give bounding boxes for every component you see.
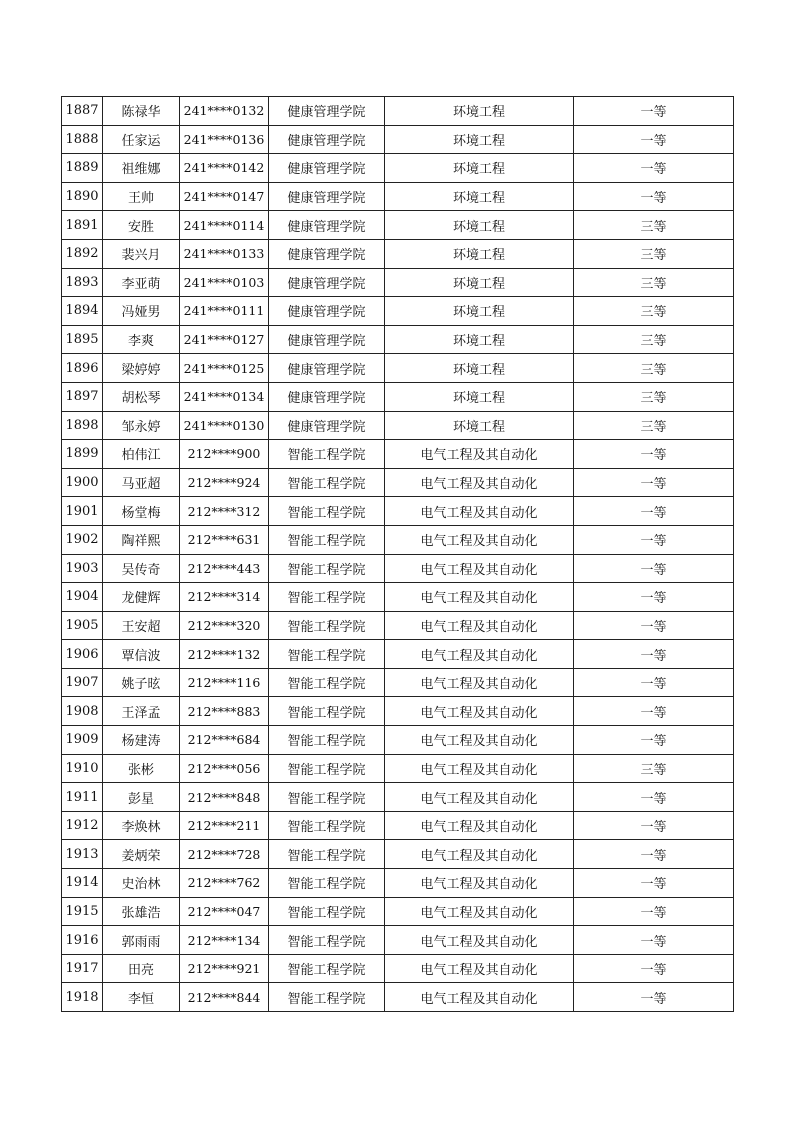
major-cell: 电气工程及其自动化 xyxy=(385,440,574,469)
name-cell: 史治林 xyxy=(103,869,180,898)
major-cell: 环境工程 xyxy=(385,354,574,383)
table-row xyxy=(62,182,734,211)
student-id-cell: 212****924 xyxy=(180,468,269,497)
major-cell: 环境工程 xyxy=(385,268,574,297)
student-id-cell: 241****0111 xyxy=(180,297,269,326)
name-cell: 李亚萌 xyxy=(103,268,180,297)
table-row xyxy=(62,611,734,640)
name-cell: 吴传奇 xyxy=(103,554,180,583)
award-grade-cell: 一等 xyxy=(574,926,734,955)
name-cell: 陶祥熙 xyxy=(103,525,180,554)
table-row xyxy=(62,783,734,812)
name-cell: 胡松琴 xyxy=(103,382,180,411)
college-cell: 健康管理学院 xyxy=(269,382,385,411)
name-cell: 冯娅男 xyxy=(103,297,180,326)
row-number-cell: 1898 xyxy=(62,411,103,440)
major-cell: 电气工程及其自动化 xyxy=(385,668,574,697)
award-grade-cell: 一等 xyxy=(574,611,734,640)
row-number-cell: 1895 xyxy=(62,325,103,354)
student-id-cell: 212****132 xyxy=(180,640,269,669)
table-row xyxy=(62,983,734,1012)
name-cell: 杨建涛 xyxy=(103,726,180,755)
student-id-cell: 241****0136 xyxy=(180,125,269,154)
major-cell: 环境工程 xyxy=(385,211,574,240)
name-cell: 龙健辉 xyxy=(103,583,180,612)
table-row xyxy=(62,468,734,497)
table-row xyxy=(62,697,734,726)
student-id-cell: 212****848 xyxy=(180,783,269,812)
name-cell: 柏伟江 xyxy=(103,440,180,469)
row-number-cell: 1900 xyxy=(62,468,103,497)
name-cell: 李爽 xyxy=(103,325,180,354)
award-grade-cell: 一等 xyxy=(574,554,734,583)
college-cell: 智能工程学院 xyxy=(269,954,385,983)
college-cell: 智能工程学院 xyxy=(269,840,385,869)
row-number-cell: 1910 xyxy=(62,754,103,783)
name-cell: 彭星 xyxy=(103,783,180,812)
table-row xyxy=(62,354,734,383)
award-grade-cell: 三等 xyxy=(574,268,734,297)
table-row xyxy=(62,297,734,326)
student-id-cell: 241****0133 xyxy=(180,239,269,268)
student-id-cell: 241****0132 xyxy=(180,97,269,126)
college-cell: 健康管理学院 xyxy=(269,411,385,440)
name-cell: 任家运 xyxy=(103,125,180,154)
award-grade-cell: 一等 xyxy=(574,726,734,755)
row-number-cell: 1890 xyxy=(62,182,103,211)
name-cell: 田亮 xyxy=(103,954,180,983)
major-cell: 电气工程及其自动化 xyxy=(385,897,574,926)
table-row xyxy=(62,440,734,469)
college-cell: 健康管理学院 xyxy=(269,211,385,240)
award-list-table xyxy=(61,96,734,1012)
award-grade-cell: 三等 xyxy=(574,754,734,783)
name-cell: 马亚超 xyxy=(103,468,180,497)
award-grade-cell: 三等 xyxy=(574,239,734,268)
row-number-cell: 1907 xyxy=(62,668,103,697)
name-cell: 杨堂梅 xyxy=(103,497,180,526)
award-grade-cell: 一等 xyxy=(574,440,734,469)
college-cell: 智能工程学院 xyxy=(269,811,385,840)
student-id-cell: 212****900 xyxy=(180,440,269,469)
row-number-cell: 1914 xyxy=(62,869,103,898)
award-grade-cell: 一等 xyxy=(574,125,734,154)
student-id-cell: 241****0130 xyxy=(180,411,269,440)
award-grade-cell: 三等 xyxy=(574,211,734,240)
award-grade-cell: 一等 xyxy=(574,954,734,983)
student-id-cell: 212****211 xyxy=(180,811,269,840)
college-cell: 智能工程学院 xyxy=(269,926,385,955)
table-row xyxy=(62,411,734,440)
major-cell: 电气工程及其自动化 xyxy=(385,726,574,755)
student-id-cell: 241****0103 xyxy=(180,268,269,297)
student-id-cell: 212****728 xyxy=(180,840,269,869)
major-cell: 电气工程及其自动化 xyxy=(385,611,574,640)
award-grade-cell: 三等 xyxy=(574,354,734,383)
student-id-cell: 241****0134 xyxy=(180,382,269,411)
table-row xyxy=(62,154,734,183)
college-cell: 健康管理学院 xyxy=(269,154,385,183)
college-cell: 智能工程学院 xyxy=(269,583,385,612)
award-grade-cell: 三等 xyxy=(574,382,734,411)
row-number-cell: 1904 xyxy=(62,583,103,612)
major-cell: 环境工程 xyxy=(385,382,574,411)
award-grade-cell: 一等 xyxy=(574,869,734,898)
student-id-cell: 212****116 xyxy=(180,668,269,697)
table-row xyxy=(62,97,734,126)
award-grade-cell: 一等 xyxy=(574,897,734,926)
row-number-cell: 1902 xyxy=(62,525,103,554)
college-cell: 健康管理学院 xyxy=(269,182,385,211)
table-row xyxy=(62,239,734,268)
row-number-cell: 1897 xyxy=(62,382,103,411)
table-row xyxy=(62,869,734,898)
college-cell: 健康管理学院 xyxy=(269,125,385,154)
name-cell: 李恒 xyxy=(103,983,180,1012)
student-id-cell: 212****320 xyxy=(180,611,269,640)
name-cell: 安胜 xyxy=(103,211,180,240)
student-id-cell: 241****0147 xyxy=(180,182,269,211)
table-row xyxy=(62,726,734,755)
row-number-cell: 1901 xyxy=(62,497,103,526)
award-grade-cell: 一等 xyxy=(574,154,734,183)
award-grade-cell: 一等 xyxy=(574,97,734,126)
table-row xyxy=(62,668,734,697)
student-id-cell: 241****0114 xyxy=(180,211,269,240)
table-row xyxy=(62,583,734,612)
major-cell: 电气工程及其自动化 xyxy=(385,754,574,783)
table-row xyxy=(62,211,734,240)
major-cell: 电气工程及其自动化 xyxy=(385,811,574,840)
student-id-cell: 212****312 xyxy=(180,497,269,526)
name-cell: 王安超 xyxy=(103,611,180,640)
row-number-cell: 1908 xyxy=(62,697,103,726)
award-grade-cell: 一等 xyxy=(574,583,734,612)
college-cell: 健康管理学院 xyxy=(269,239,385,268)
name-cell: 王泽孟 xyxy=(103,697,180,726)
table-row xyxy=(62,525,734,554)
table-row xyxy=(62,640,734,669)
table-row xyxy=(62,325,734,354)
college-cell: 健康管理学院 xyxy=(269,325,385,354)
major-cell: 环境工程 xyxy=(385,154,574,183)
major-cell: 环境工程 xyxy=(385,97,574,126)
row-number-cell: 1909 xyxy=(62,726,103,755)
award-grade-cell: 一等 xyxy=(574,640,734,669)
row-number-cell: 1905 xyxy=(62,611,103,640)
major-cell: 电气工程及其自动化 xyxy=(385,983,574,1012)
award-grade-cell: 一等 xyxy=(574,697,734,726)
major-cell: 电气工程及其自动化 xyxy=(385,583,574,612)
major-cell: 电气工程及其自动化 xyxy=(385,840,574,869)
name-cell: 覃信波 xyxy=(103,640,180,669)
row-number-cell: 1892 xyxy=(62,239,103,268)
row-number-cell: 1906 xyxy=(62,640,103,669)
row-number-cell: 1903 xyxy=(62,554,103,583)
name-cell: 梁婷婷 xyxy=(103,354,180,383)
award-grade-cell: 一等 xyxy=(574,497,734,526)
college-cell: 智能工程学院 xyxy=(269,554,385,583)
row-number-cell: 1916 xyxy=(62,926,103,955)
award-grade-cell: 一等 xyxy=(574,182,734,211)
name-cell: 姜炳荣 xyxy=(103,840,180,869)
student-id-cell: 212****921 xyxy=(180,954,269,983)
major-cell: 环境工程 xyxy=(385,325,574,354)
major-cell: 电气工程及其自动化 xyxy=(385,554,574,583)
student-id-cell: 212****631 xyxy=(180,525,269,554)
major-cell: 电气工程及其自动化 xyxy=(385,869,574,898)
name-cell: 裴兴月 xyxy=(103,239,180,268)
row-number-cell: 1918 xyxy=(62,983,103,1012)
table-row xyxy=(62,268,734,297)
student-id-cell: 212****134 xyxy=(180,926,269,955)
major-cell: 环境工程 xyxy=(385,297,574,326)
table-row xyxy=(62,926,734,955)
major-cell: 电气工程及其自动化 xyxy=(385,926,574,955)
table-row xyxy=(62,954,734,983)
row-number-cell: 1888 xyxy=(62,125,103,154)
name-cell: 姚子昡 xyxy=(103,668,180,697)
table-row xyxy=(62,754,734,783)
table-row xyxy=(62,497,734,526)
award-grade-cell: 一等 xyxy=(574,840,734,869)
college-cell: 智能工程学院 xyxy=(269,869,385,898)
major-cell: 电气工程及其自动化 xyxy=(385,954,574,983)
major-cell: 环境工程 xyxy=(385,125,574,154)
student-id-cell: 241****0125 xyxy=(180,354,269,383)
college-cell: 智能工程学院 xyxy=(269,611,385,640)
college-cell: 智能工程学院 xyxy=(269,525,385,554)
row-number-cell: 1896 xyxy=(62,354,103,383)
student-id-cell: 212****314 xyxy=(180,583,269,612)
major-cell: 电气工程及其自动化 xyxy=(385,783,574,812)
college-cell: 智能工程学院 xyxy=(269,726,385,755)
row-number-cell: 1887 xyxy=(62,97,103,126)
major-cell: 电气工程及其自动化 xyxy=(385,468,574,497)
college-cell: 健康管理学院 xyxy=(269,297,385,326)
major-cell: 电气工程及其自动化 xyxy=(385,697,574,726)
major-cell: 电气工程及其自动化 xyxy=(385,497,574,526)
college-cell: 健康管理学院 xyxy=(269,268,385,297)
college-cell: 智能工程学院 xyxy=(269,783,385,812)
student-id-cell: 212****443 xyxy=(180,554,269,583)
row-number-cell: 1893 xyxy=(62,268,103,297)
name-cell: 邹永婷 xyxy=(103,411,180,440)
student-id-cell: 212****047 xyxy=(180,897,269,926)
college-cell: 健康管理学院 xyxy=(269,97,385,126)
college-cell: 智能工程学院 xyxy=(269,897,385,926)
award-grade-cell: 一等 xyxy=(574,783,734,812)
row-number-cell: 1913 xyxy=(62,840,103,869)
award-grade-cell: 三等 xyxy=(574,325,734,354)
name-cell: 郭雨雨 xyxy=(103,926,180,955)
table-row xyxy=(62,125,734,154)
college-cell: 智能工程学院 xyxy=(269,440,385,469)
row-number-cell: 1912 xyxy=(62,811,103,840)
college-cell: 健康管理学院 xyxy=(269,354,385,383)
award-grade-cell: 三等 xyxy=(574,297,734,326)
major-cell: 环境工程 xyxy=(385,411,574,440)
student-id-cell: 212****056 xyxy=(180,754,269,783)
row-number-cell: 1894 xyxy=(62,297,103,326)
major-cell: 电气工程及其自动化 xyxy=(385,640,574,669)
name-cell: 祖维娜 xyxy=(103,154,180,183)
table-body xyxy=(62,97,734,1012)
row-number-cell: 1889 xyxy=(62,154,103,183)
table-row xyxy=(62,554,734,583)
student-id-cell: 212****844 xyxy=(180,983,269,1012)
table-row xyxy=(62,897,734,926)
table-row xyxy=(62,382,734,411)
student-id-cell: 241****0142 xyxy=(180,154,269,183)
name-cell: 王帅 xyxy=(103,182,180,211)
row-number-cell: 1911 xyxy=(62,783,103,812)
row-number-cell: 1899 xyxy=(62,440,103,469)
major-cell: 环境工程 xyxy=(385,239,574,268)
college-cell: 智能工程学院 xyxy=(269,983,385,1012)
college-cell: 智能工程学院 xyxy=(269,754,385,783)
name-cell: 张雄浩 xyxy=(103,897,180,926)
row-number-cell: 1915 xyxy=(62,897,103,926)
award-grade-cell: 一等 xyxy=(574,811,734,840)
name-cell: 陈禄华 xyxy=(103,97,180,126)
name-cell: 李焕林 xyxy=(103,811,180,840)
row-number-cell: 1917 xyxy=(62,954,103,983)
table-row xyxy=(62,811,734,840)
student-id-cell: 241****0127 xyxy=(180,325,269,354)
award-grade-cell: 三等 xyxy=(574,411,734,440)
award-grade-cell: 一等 xyxy=(574,525,734,554)
college-cell: 智能工程学院 xyxy=(269,697,385,726)
award-grade-cell: 一等 xyxy=(574,668,734,697)
award-grade-cell: 一等 xyxy=(574,983,734,1012)
row-number-cell: 1891 xyxy=(62,211,103,240)
student-id-cell: 212****762 xyxy=(180,869,269,898)
major-cell: 环境工程 xyxy=(385,182,574,211)
college-cell: 智能工程学院 xyxy=(269,468,385,497)
student-id-cell: 212****883 xyxy=(180,697,269,726)
college-cell: 智能工程学院 xyxy=(269,640,385,669)
major-cell: 电气工程及其自动化 xyxy=(385,525,574,554)
table-row xyxy=(62,840,734,869)
college-cell: 智能工程学院 xyxy=(269,497,385,526)
name-cell: 张彬 xyxy=(103,754,180,783)
award-grade-cell: 一等 xyxy=(574,468,734,497)
college-cell: 智能工程学院 xyxy=(269,668,385,697)
student-id-cell: 212****684 xyxy=(180,726,269,755)
